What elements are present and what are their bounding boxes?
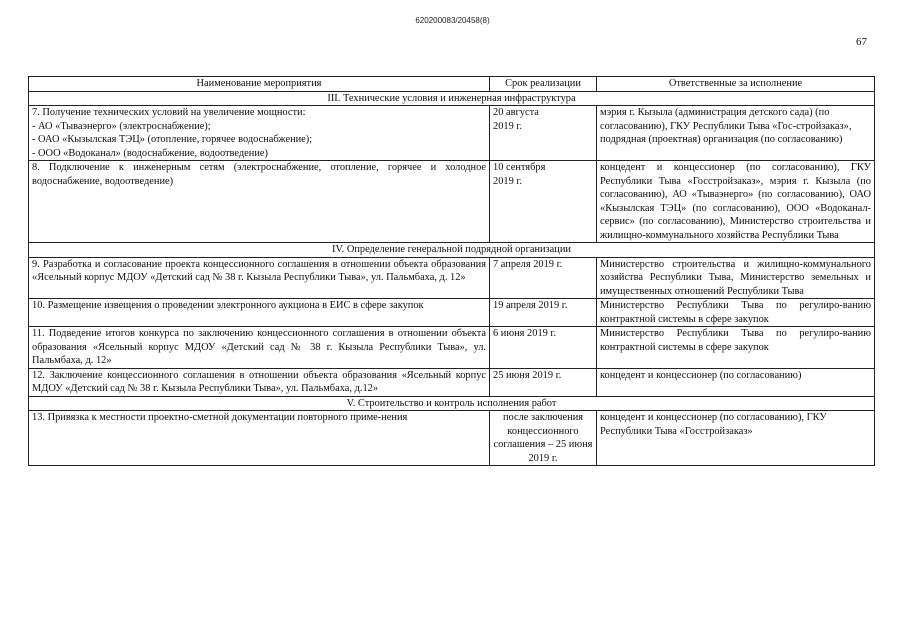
column-header-deadline: Срок реализации bbox=[490, 77, 597, 92]
activity-plan-table bbox=[28, 76, 875, 466]
responsible-cell: концедент и концессионер (по согласованию), ГКУ Республики Тыва «Госстройзаказ» bbox=[597, 411, 875, 466]
responsible-cell: мэрия г. Кызыла (администрация детского сада) (по согласованию), ГКУ Республики Тыва «Гос-стройзаказ», подрядная (проектная) организация (по согласованию) bbox=[597, 106, 875, 161]
deadline-cell: 25 июня 2019 г. bbox=[490, 368, 597, 396]
deadline-cell: 20 августа 2019 г. bbox=[490, 106, 597, 161]
table-row bbox=[29, 411, 875, 466]
responsible-cell: концедент и концессионер (по согласованию), ГКУ Республики Тыва «Госстройзаказ», мэрия г. Кызыла (по согласованию), АО «Тываэнерго» (по согласованию), ОАО «Кызылская ТЭЦ» (по согласованию), ООО «Водоканал-сервис» (по согласованию), Министерство строительства и жилищно-коммунального хозяйства Республики Тыва bbox=[597, 161, 875, 243]
table-row bbox=[29, 257, 875, 299]
activity-cell: 8. Подключение к инженерным сетям (электроснабжение, отопление, горячее и холодное водоснабжение, водоотведение) bbox=[29, 161, 490, 243]
table-header-row bbox=[29, 77, 875, 92]
responsible-cell: Министерство Республики Тыва по регулиро-ванию контрактной системы в сфере закупок bbox=[597, 299, 875, 327]
activity-cell: 9. Разработка и согласование проекта концессионного соглашения в отношении объекта образования «Ясельный корпус МДОУ «Детский сад № 38 г. Кызыла Республики Тыва», ул. Пальмбаха, д. 12» bbox=[29, 257, 490, 299]
column-header-activity: Наименование мероприятия bbox=[29, 77, 490, 92]
section-row bbox=[29, 91, 875, 106]
section-row bbox=[29, 243, 875, 258]
activity-cell: 12. Заключение концессионного соглашения в отношении объекта образования «Ясельный корпус МДОУ «Детский сад № 38 г. Кызыла Республики Тыва», ул. Пальмбаха, д.12» bbox=[29, 368, 490, 396]
activity-cell: 11. Подведение итогов конкурса по заключению концессионного соглашения в отношении объекта образования «Ясельный корпус МДОУ «Детский сад № 38 г. Кызыла Республики Тыва», ул. Пальмбаха, д. 12» bbox=[29, 327, 490, 369]
responsible-cell: Министерство Республики Тыва по регулиро-ванию контрактной системы в сфере закупок bbox=[597, 327, 875, 369]
document-id: 620200083/20458(8) bbox=[415, 16, 490, 25]
page-number: 67 bbox=[856, 36, 867, 48]
section-title: V. Строительство и контроль исполнения работ bbox=[29, 396, 875, 411]
table-row bbox=[29, 368, 875, 396]
deadline-cell: после заключения концессионного соглашения – 25 июня 2019 г. bbox=[490, 411, 597, 466]
table-row bbox=[29, 327, 875, 369]
responsible-cell: концедент и концессионер (по согласованию) bbox=[597, 368, 875, 396]
table-row bbox=[29, 299, 875, 327]
table-row bbox=[29, 161, 875, 243]
deadline-cell: 6 июня 2019 г. bbox=[490, 327, 597, 369]
deadline-cell: 10 сентября 2019 г. bbox=[490, 161, 597, 243]
activity-cell: 10. Размещение извещения о проведении электронного аукциона в ЕИС в сфере закупок bbox=[29, 299, 490, 327]
deadline-cell: 19 апреля 2019 г. bbox=[490, 299, 597, 327]
deadline-cell: 7 апреля 2019 г. bbox=[490, 257, 597, 299]
column-header-responsible: Ответственные за исполнение bbox=[597, 77, 875, 92]
section-row bbox=[29, 396, 875, 411]
section-title: IV. Определение генеральной подрядной организации bbox=[29, 243, 875, 258]
table-row bbox=[29, 106, 875, 161]
activity-cell: 7. Получение технических условий на увеличение мощности: - АО «Тываэнерго» (электроснабжение); - ОАО «Кызылская ТЭЦ» (отопление, горячее водоснабжение); - ООО «Водоканал» (водоснабжение, водоотведение) bbox=[29, 106, 490, 161]
section-title: III. Технические условия и инженерная инфраструктура bbox=[29, 91, 875, 106]
activity-cell: 13. Привязка к местности проектно-сметной документации повторного приме-нения bbox=[29, 411, 490, 466]
responsible-cell: Министерство строительства и жилищно-коммунального хозяйства Республики Тыва, Министерство земельных и имущественных отношений Республики Тыва bbox=[597, 257, 875, 299]
